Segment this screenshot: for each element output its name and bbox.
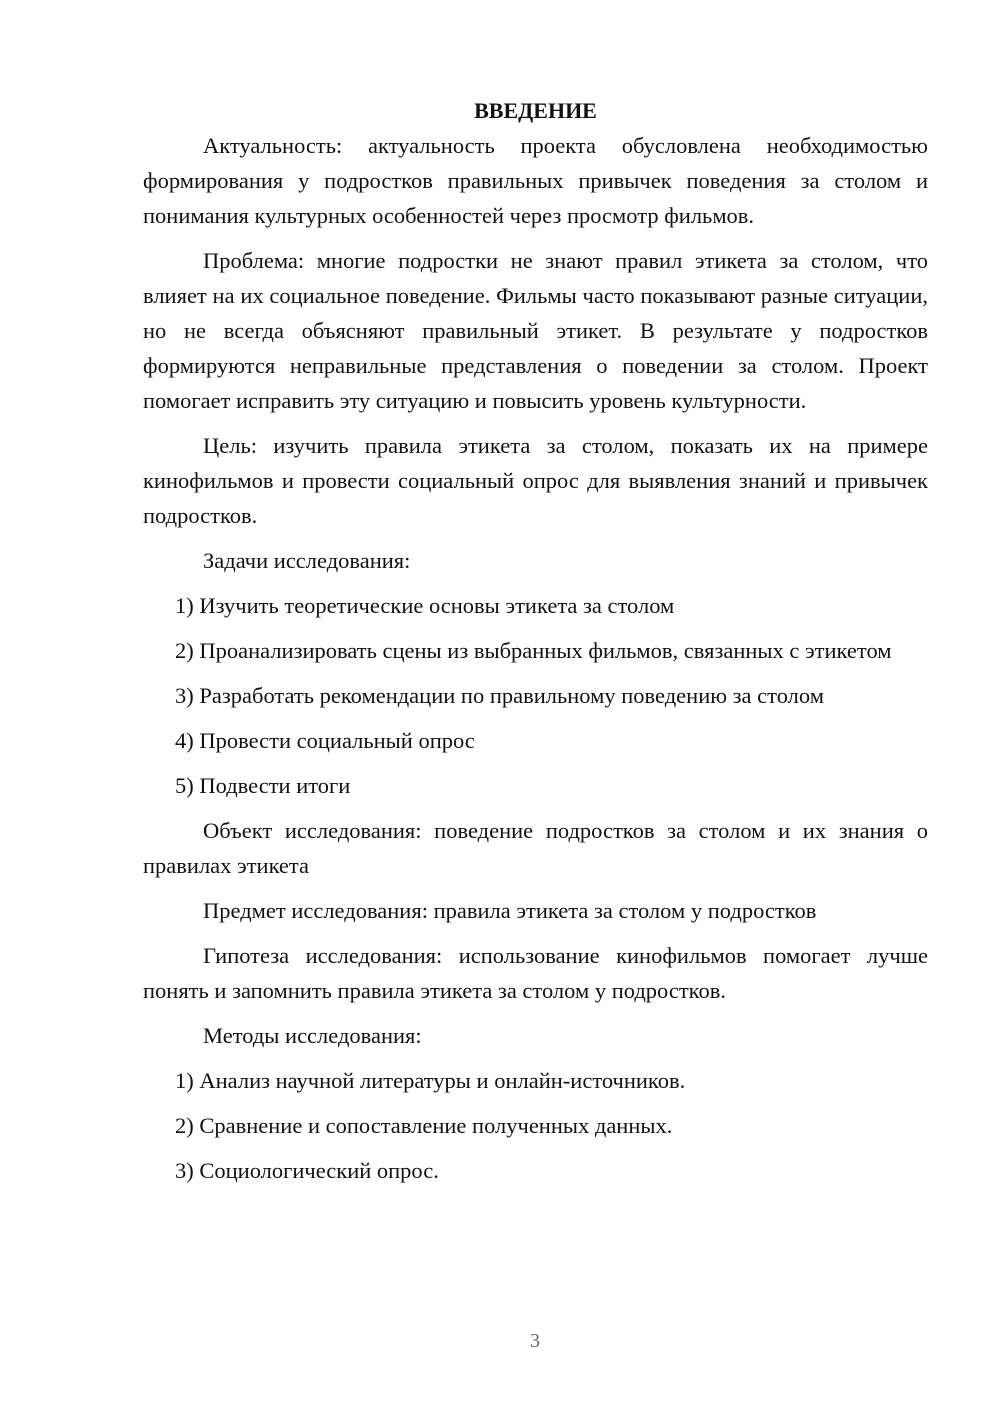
document-page: [143, 93, 928, 1188]
relevance-paragraph: Актуальность: актуальность проекта обусловлена необходимостью формирования у подростков правильных привычек поведения за столом и понимания культурных особенностей через просмотр фильмов.: [143, 133, 928, 228]
tasks-heading: Задачи исследования:: [203, 548, 411, 573]
task-item-2: 2) Проанализировать сцены из выбранных фильмов, связанных с этикетом: [175, 638, 892, 663]
method-item-2: 2) Сравнение и сопоставление полученных данных.: [175, 1113, 673, 1138]
subject-paragraph: Предмет исследования: правила этикета за столом у подростков: [203, 898, 817, 923]
problem-paragraph: Проблема: многие подростки не знают правил этикета за столом, что влияет на их социальное поведение. Фильмы часто показывают разные ситуации, но не всегда объясняют правильный этикет. В результате у подростков формируются неправильные представления о поведении за столом. Проект помогает исправить эту ситуацию и повысить уровень культурности.: [143, 248, 928, 413]
task-item-5: 5) Подвести итоги: [175, 773, 351, 798]
hypothesis-paragraph: Гипотеза исследования: использование кинофильмов помогает лучше понять и запомнить правила этикета за столом у подростков.: [143, 943, 928, 1003]
page-number: 3: [530, 1330, 540, 1352]
method-item-3: 3) Социологический опрос.: [175, 1158, 439, 1183]
task-item-4: 4) Провести социальный опрос: [175, 728, 475, 753]
task-item-3: 3) Разработать рекомендации по правильному поведению за столом: [175, 683, 824, 708]
task-item-1: 1) Изучить теоретические основы этикета за столом: [175, 593, 675, 618]
section-title: ВВЕДЕНИЕ: [474, 98, 597, 123]
methods-heading: Методы исследования:: [203, 1023, 422, 1048]
method-item-1: 1) Анализ научной литературы и онлайн-источников.: [175, 1068, 686, 1093]
goal-paragraph: Цель: изучить правила этикета за столом, показать их на примере кинофильмов и провести социальный опрос для выявления знаний и привычек подростков.: [143, 433, 928, 528]
object-paragraph: Объект исследования: поведение подростков за столом и их знания о правилах этикета: [143, 818, 928, 878]
